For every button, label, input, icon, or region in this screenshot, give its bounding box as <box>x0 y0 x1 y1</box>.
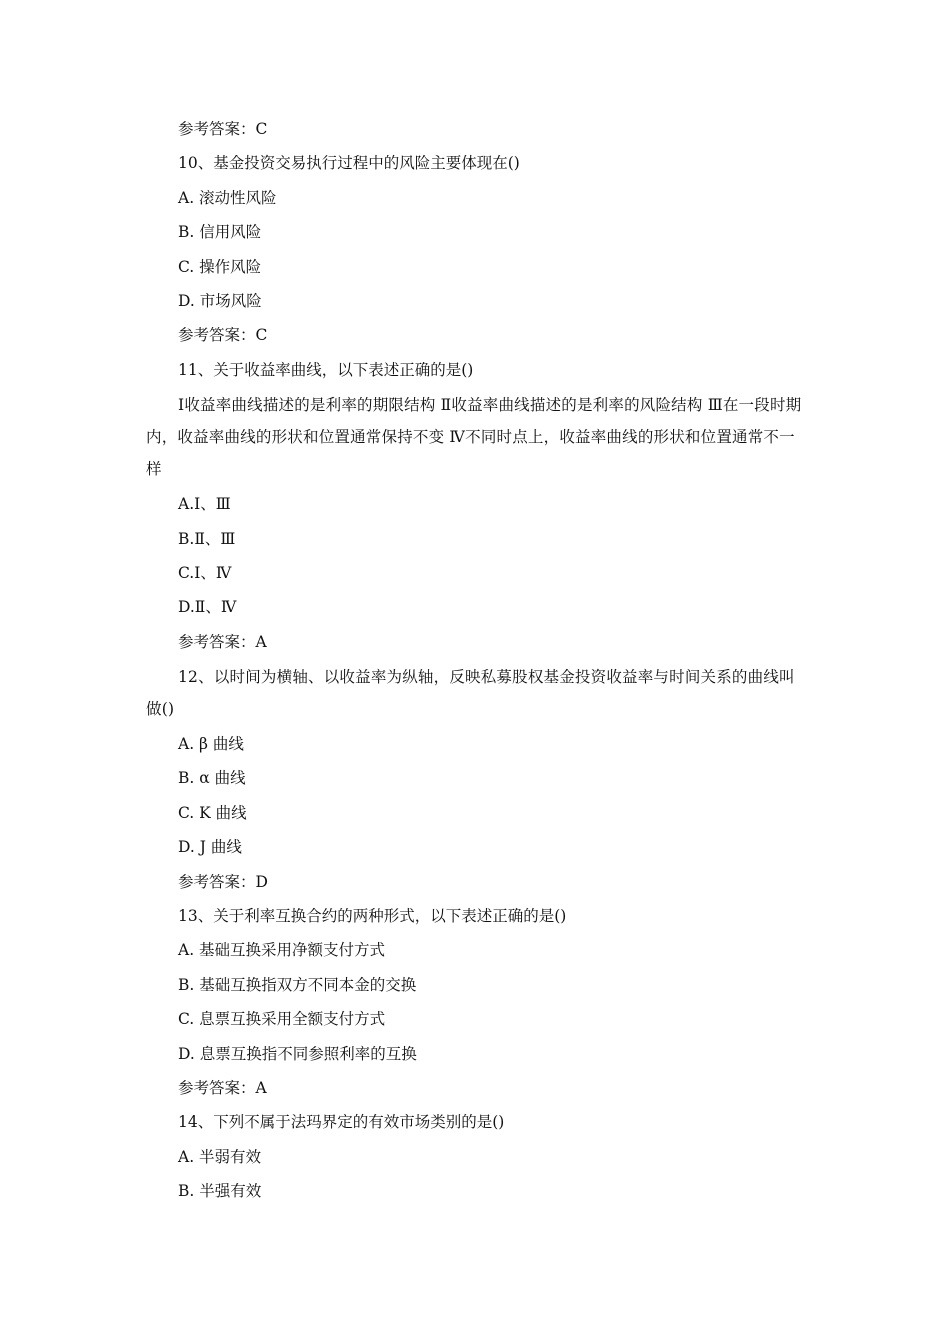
question-11-statements: Ⅰ收益率曲线描述的是利率的期限结构 Ⅱ收益率曲线描述的是利率的风险结构 Ⅲ在一段时期内，收益率曲线的形状和位置通常保持不变 Ⅳ不同时点上，收益率曲线的形状和位置通常不一样 <box>146 396 802 479</box>
option-line: B. 半强有效 <box>178 1182 262 1201</box>
option-line: B. 基础互换指双方不同本金的交换 <box>178 975 417 994</box>
option-line: C.Ⅰ、Ⅳ <box>178 563 232 582</box>
option-line: A.Ⅰ、Ⅲ <box>178 495 231 514</box>
option-line: B. 信用风险 <box>178 223 262 242</box>
question-13: 13、关于利率互换合约的两种形式，以下表述正确的是() <box>178 907 567 926</box>
option-line: D.Ⅱ、Ⅳ <box>178 598 237 617</box>
answer-line: 参考答案：D <box>178 872 268 891</box>
option-line: A. 滚动性风险 <box>178 188 277 207</box>
option-line: C. K 曲线 <box>178 803 247 822</box>
option-line: B.Ⅱ、Ⅲ <box>178 529 236 548</box>
answer-line: 参考答案：A <box>178 1078 267 1097</box>
option-line: C. 操作风险 <box>178 257 262 276</box>
question-12: 12、以时间为横轴、以收益率为纵轴，反映私募股权基金投资收益率与时间关系的曲线叫做() <box>146 668 795 719</box>
option-line: C. 息票互换采用全额支付方式 <box>178 1010 386 1029</box>
option-line: B. α 曲线 <box>178 769 246 788</box>
question-11: 11、关于收益率曲线，以下表述正确的是() <box>178 360 474 379</box>
question-14: 14、下列不属于法玛界定的有效市场类别的是() <box>178 1113 505 1132</box>
option-line: D. 息票互换指不同参照利率的互换 <box>178 1044 417 1063</box>
option-line: A. 半弱有效 <box>178 1147 262 1166</box>
document-content <box>146 112 808 1209</box>
option-line: D. J 曲线 <box>178 838 242 857</box>
option-line: D. 市场风险 <box>178 291 262 310</box>
option-line: A. β 曲线 <box>178 735 244 754</box>
answer-line: 参考答案：C <box>178 326 268 345</box>
option-line: A. 基础互换采用净额支付方式 <box>178 941 386 960</box>
answer-line: 参考答案：C <box>178 120 268 138</box>
answer-line: 参考答案：A <box>178 632 267 651</box>
question-10: 10、基金投资交易执行过程中的风险主要体现在() <box>178 154 520 173</box>
